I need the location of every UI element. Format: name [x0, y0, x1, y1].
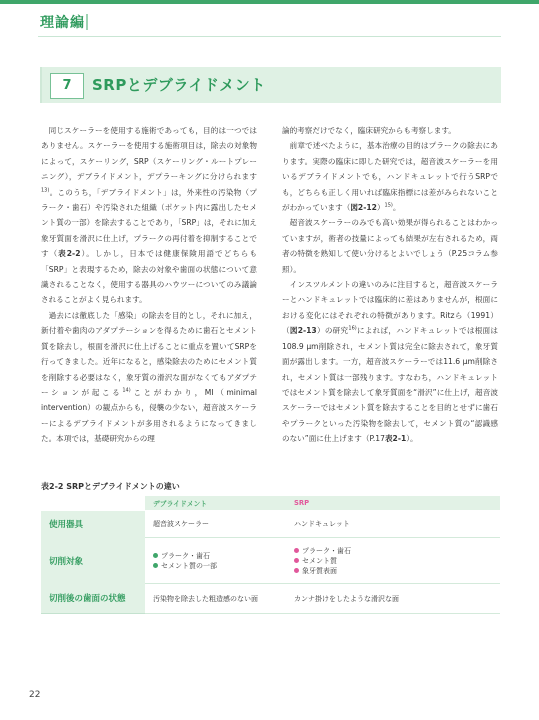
table-row	[41, 584, 500, 614]
table-cell: カンナ掛けをしたような滑沢な面	[286, 584, 500, 614]
column-header-srp: SRP	[286, 496, 500, 511]
list-item	[153, 561, 286, 571]
reference-marker: 16)	[348, 325, 357, 332]
text-run: 過去には徹底した「感染」の除去を目的とし，それに加え，新付着や歯肉のアダプテーションを得るために歯石とセメント質を除去し，根面を滑沢に仕上げることに重点を置いてSRPを行ってきました。近年になると，感染除去のためにセメント質を削除する必要はなく，象牙質の滑沢な面がなくてもアダプテーションが起こる	[41, 310, 257, 397]
text-run: ことがわかり，MI（minimal intervention）の観点からも，侵襲の少ない，超音波スケーラーによるデブライドメントが多用されるようになってきました。本項では，基礎研究からの理	[41, 387, 257, 444]
text-run: ）の研究	[316, 326, 349, 336]
text-run: ）	[376, 203, 385, 213]
row-label: 使用器具	[41, 511, 145, 538]
paragraph	[282, 138, 498, 215]
list-item-text: プラーク・歯石	[161, 551, 210, 560]
figure-reference: 図2-12	[350, 203, 377, 213]
table-cell	[145, 538, 286, 584]
text-run: ）。しかし，日本では健康保険用語でどちらも「SRP」と表現するため，除去の対象や歯面の状態について意識されることなく，使用する器具のハウツーについてのみ議論されることがよく見られます。	[41, 249, 257, 305]
text-run: 。このうち，「デブライドメント」は，外来性の汚染物（プラーク・歯石）や汚染された組織（ポケット内に露出したセメント質の一部）を除去することであり，「SRP」は，それに加え象牙質面を滑沢に仕上げ，プラークの再付着を抑制することです（	[41, 187, 257, 259]
text-run: インスツルメントの違いのみに注目すると，超音波スケーラーとハンドキュレットでは臨床的に差はありませんが，根面における変化にはそれぞれの特徴があります。Ritzら（1991）（	[282, 280, 498, 336]
page-number: 22	[29, 690, 41, 700]
table-cell: 超音波スケーラー	[145, 511, 286, 538]
list-item-text: セメント質	[302, 556, 337, 565]
table-cell	[286, 538, 500, 584]
table-corner	[41, 496, 145, 511]
text-run: によれば，ハンドキュレットでは根面は108.9 µm削除され，セメント質は完全に除去されて，象牙質面が露出します。一方，超音波スケーラーでは11.6 µm削除され，セメント質は一部残ります。すなわち，ハンドキュレットではセメント質を除去して象牙質面を“滑沢”に仕上げ，超音波スケーラーではセメント質を除去することを目的とせずに歯石やプラークといった汚染物を除去して，セメント質の“認識感のない”面に仕上げます（P.17	[282, 326, 498, 444]
section-number: 7	[50, 73, 84, 99]
list-item	[294, 556, 500, 566]
bullet-dot-icon	[294, 568, 299, 573]
list-item-text: プラーク・歯石	[302, 546, 351, 555]
comparison-table	[41, 496, 500, 614]
body-column-right	[282, 123, 498, 447]
table-reference: 表2-1	[384, 434, 407, 444]
paragraph: 論的考察だけでなく，臨床研究からも考察します。	[282, 126, 456, 135]
list-item-text: 象牙質表面	[302, 566, 337, 575]
section-title: SRPとデブライドメント	[92, 76, 266, 94]
bullet-list	[294, 546, 500, 576]
paragraph	[41, 123, 257, 308]
paragraph: 超音波スケーラーのみでも高い効果が得られることはわかっていますが，術者の技量によっても結果が左右されるため，両者の特徴を熟知して使い分けるとよいでしょう（P.25コラム参照）。	[282, 218, 498, 274]
header-line	[38, 36, 501, 37]
list-item	[153, 551, 286, 561]
text-run: 同じスケーラーを使用する施術であっても，目的は一つではありません。スケーラーを使用する施術項目は，除去の対象物によって，スケーリング，SRP（スケーリング・ルートプレーニング），デブライドメント，デプラーキングに分けられます	[41, 126, 257, 182]
bullet-list	[153, 551, 286, 571]
chapter-label: 理論編	[40, 15, 85, 31]
list-item	[294, 546, 500, 556]
text-run: 前章で述べたように，基本治療の目的はプラークの除去にあります。実際の臨床に即した研究では，超音波スケーラーを用いるデブライドメントでも，ハンドキュレットで行うSRPでも，どちらも正しく用いれば臨床指標には差がみられないことがわかっています（	[282, 141, 498, 213]
list-item	[294, 566, 500, 576]
bullet-dot-icon	[294, 558, 299, 563]
body-column-left	[41, 123, 257, 447]
bullet-dot-icon	[153, 563, 158, 568]
row-label: 切削対象	[41, 538, 145, 584]
reference-marker: 14)	[122, 387, 131, 394]
bullet-dot-icon	[153, 553, 158, 558]
text-run: ）。	[406, 434, 418, 444]
text-run: 。	[392, 203, 401, 213]
top-rule	[0, 0, 539, 4]
list-item-text: セメント質の一部	[161, 561, 217, 570]
figure-reference: 図2-13	[289, 326, 317, 336]
header-divider	[86, 14, 88, 30]
table-cell: ハンドキュレット	[286, 511, 500, 538]
row-label: 切削後の歯面の状態	[41, 584, 145, 614]
section-heading	[40, 67, 501, 103]
table-caption: 表2-2 SRPとデブライドメントの違い	[41, 482, 180, 491]
table-row	[41, 538, 500, 584]
table-reference: 表2-2	[58, 249, 81, 259]
paragraph	[41, 308, 257, 447]
column-header-debridement: デブライドメント	[145, 496, 286, 511]
reference-marker: 13)	[41, 187, 50, 194]
table-cell: 汚染物を除去した粗造感のない面	[145, 584, 286, 614]
reference-marker: 15)	[384, 202, 393, 209]
table-row	[41, 511, 500, 538]
bullet-dot-icon	[294, 548, 299, 553]
paragraph	[282, 277, 498, 446]
